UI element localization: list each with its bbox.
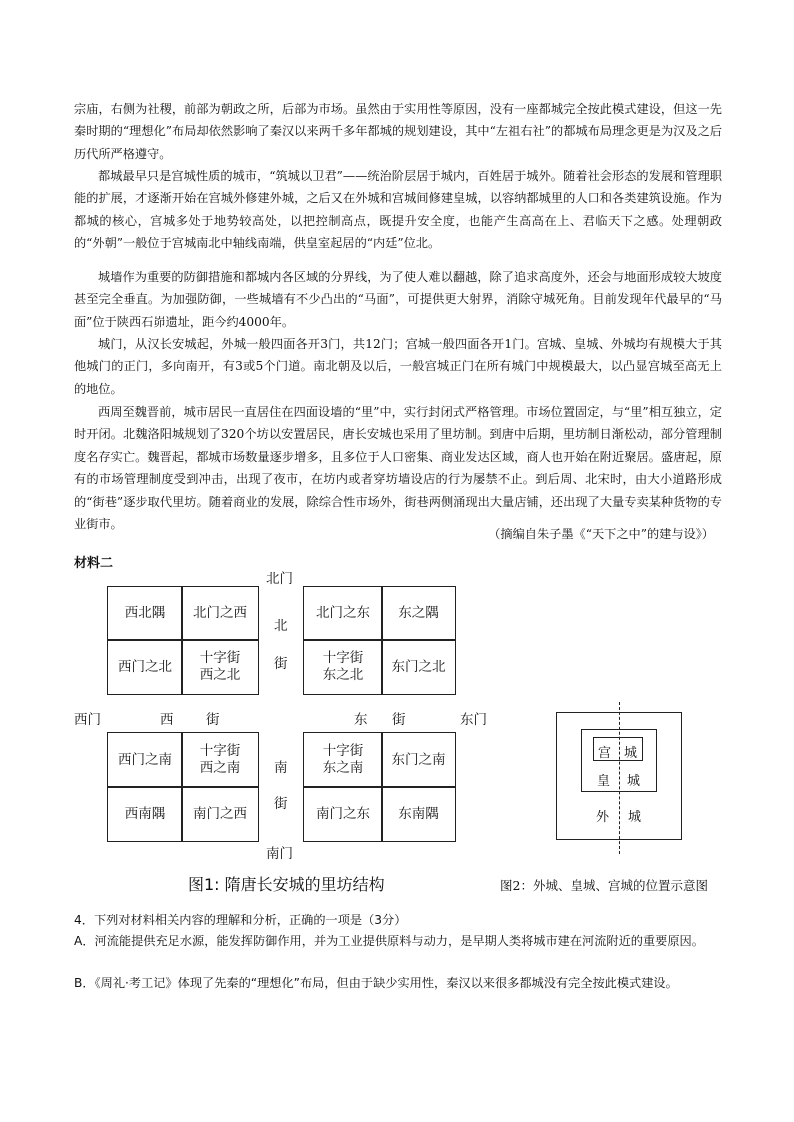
north-street-char-2: 街 bbox=[274, 656, 288, 672]
cell-crossroad-west-north: 十字街西之北 bbox=[181, 639, 259, 695]
cell-northwest-corner: 西北隅 bbox=[107, 586, 183, 641]
east-street-char-1: 东 bbox=[354, 712, 368, 728]
central-axis-line bbox=[619, 702, 620, 854]
cell-southwest-corner: 西南隅 bbox=[107, 786, 183, 842]
imperial-char-2: 城 bbox=[627, 774, 641, 789]
article-source: （摘编自朱子墨《“天下之中”的建与设》） bbox=[488, 527, 714, 541]
cell-east-gate-south: 东门之南 bbox=[381, 732, 456, 788]
west-street-char-2: 街 bbox=[206, 712, 220, 728]
cell-east-corner: 东之隅 bbox=[381, 586, 456, 641]
article-paragraph-5: 西周至魏晋前，城市居民一直居住在四面设墙的“里”中，实行封闭式严格管理。市场位置固定，与“里”相互独立，定时开闭。北魏洛阳城规划了320个坊以安置居民，唐长安城也采用了里坊制。到唐中后期，里坊制日渐松动，部分管理制度名存实亡。魏晋起，都城市场数量逐步增多，且多位于人口密集、商业发达区域，商人也开始在附近聚居。盛唐起，原有的市场管理制度受到冲击，出现了夜市，在坊内或者穿坊墙设店的行为屡禁不止。到后周、北宋时，由大小道路形成的“街巷”逐步取代里坊。随着商业的发展，除综合性市场外，街巷两侧涌现出大量店铺，还出现了大量专卖某种货物的专业街市。 bbox=[74, 405, 722, 532]
article-paragraph-2: 都城最早只是宫城性质的城市，“筑城以卫君”——统治阶层居于城内，百姓居于城外。随着社会形态的发展和管理职能的扩展，才逐渐开始在宫城外修建外城，之后又在外城和宫城间修建皇城，以容纳都城里的人口和各类建筑设施。作为都城的核心，宫城多处于地势较高处，以把控制高点，既提升安全度，也能产生高高在上、君临天下之感。处理朝政的“外朝”一般位于宫城南北中轴线南端，供皇室起居的“内廷”位北。 bbox=[74, 169, 722, 251]
west-street-char-1: 西 bbox=[160, 712, 174, 728]
cell-southeast-corner: 东南隅 bbox=[381, 786, 456, 842]
cell-west-gate-south: 西门之南 bbox=[107, 732, 183, 788]
east-street-char-2: 街 bbox=[392, 712, 406, 728]
cell-crossroad-east-south: 十字街东之南 bbox=[303, 732, 383, 788]
cell-north-gate-west: 北门之西 bbox=[181, 586, 259, 641]
gate-south-label: 南门 bbox=[266, 846, 293, 862]
figure2-caption: 图2：外城、皇城、宫城的位置示意图 bbox=[500, 878, 708, 893]
north-street-char-1: 北 bbox=[274, 618, 288, 634]
article-paragraph-4: 城门，从汉长安城起，外城一般四面各开3门，共12门；宫城一般四面各开1门。宫城、皇城、外城均有规模大于其他城门的正门，多向南开，有3或5个门道。南北朝及以后，一般宫城正门在所有城门中规模最大，以凸显宫城至高无上的地位。 bbox=[74, 337, 722, 396]
cell-crossroad-west-south: 十字街西之南 bbox=[181, 732, 259, 788]
south-street-char-1: 南 bbox=[274, 760, 288, 776]
cell-south-gate-east: 南门之东 bbox=[303, 786, 383, 842]
palace-char-1: 宫 bbox=[598, 746, 612, 761]
cell-crossroad-east-north: 十字街东之北 bbox=[303, 639, 383, 695]
cell-north-gate-east: 北门之东 bbox=[303, 586, 383, 641]
question-option-b: B．《周礼·考工记》体现了先秦的“理想化”布局，但由于缺少实用性，秦汉以来很多都城没有完全按此模式建设。 bbox=[74, 976, 678, 990]
article-paragraph-1: 宗庙，右侧为社稷，前部为朝政之所，后部为市场。虽然由于实用性等原因，没有一座都城完全按此模式建设，但这一先秦时期的“理想化”布局却依然影响了秦汉以来两千多年都城的规划建设，其中“左祖右社”的都城布局理念更是为汉及之后历代所严格遵守。 bbox=[74, 102, 722, 161]
cell-west-gate-north: 西门之北 bbox=[107, 639, 183, 695]
cell-south-gate-west: 南门之西 bbox=[181, 786, 259, 842]
imperial-char-1: 皇 bbox=[597, 774, 611, 789]
gate-east-label: 东门 bbox=[460, 712, 487, 728]
question-stem: 4．下列对材料相关内容的理解和分析，正确的一项是（3分） bbox=[74, 913, 407, 927]
south-street-char-2: 街 bbox=[274, 796, 288, 812]
outer-char-2: 城 bbox=[628, 810, 642, 825]
gate-west-label: 西门 bbox=[74, 712, 101, 728]
question-option-a: A．河流能提供充足水源，能发挥防御作用，并为工业提供原料与动力，是早期人类将城市建在河流附近的重要原因。 bbox=[74, 934, 704, 948]
material-two-label: 材料二 bbox=[74, 556, 114, 571]
article-paragraph-3: 城墙作为重要的防御措施和都城内各区域的分界线，为了使人难以翻越，除了追求高度外，还会与地面形成较大坡度甚至完全垂直。为加强防御，一些城墙有不少凸出的“马面”，可提供更大射界，消除守城死角。目前发现年代最早的“马面”位于陕西石峁遗址，距今约4000年。 bbox=[74, 270, 722, 329]
figure1-caption: 图1: 隋唐长安城的里坊结构 bbox=[188, 875, 385, 894]
outer-char-1: 外 bbox=[596, 810, 610, 825]
gate-north-label: 北门 bbox=[266, 571, 293, 587]
cell-east-gate-north: 东门之北 bbox=[381, 639, 456, 695]
palace-char-2: 城 bbox=[624, 746, 638, 761]
